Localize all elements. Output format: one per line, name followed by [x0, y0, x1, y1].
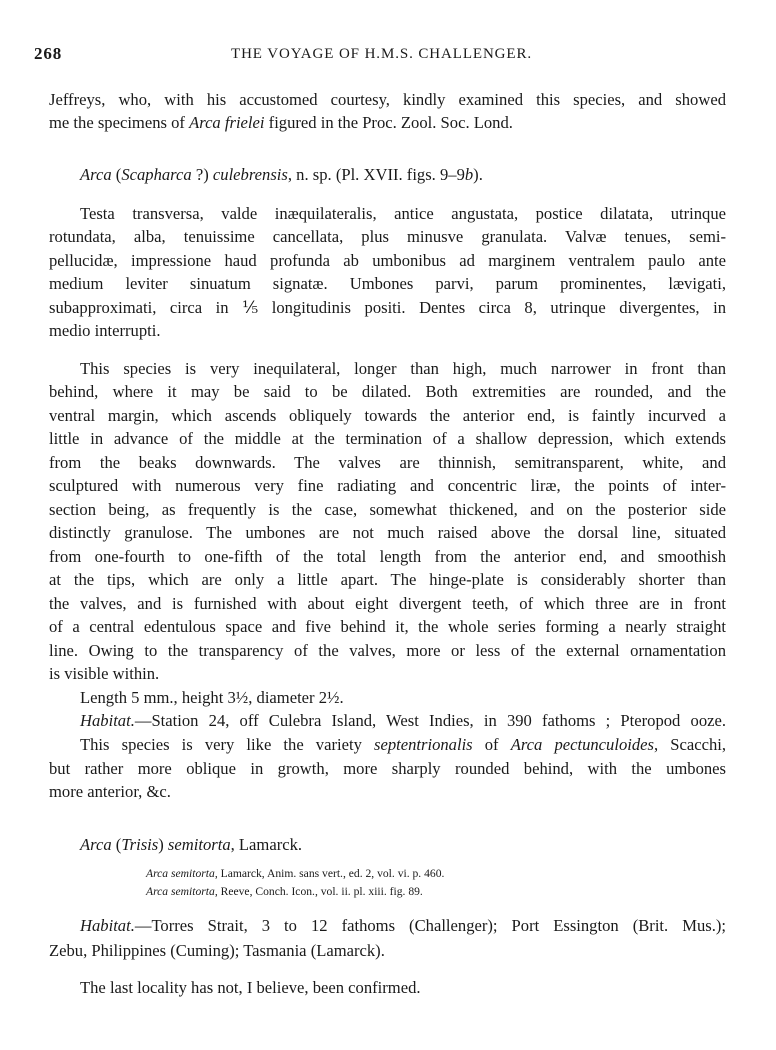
- latin-line: pellucidæ, impressione haud profunda ab umbonibus ad marginem ventralem paulo ante: [49, 251, 726, 270]
- latin-line: subapproximati, circa in ⅕ longitudinis positi. Dentes circa 8, utrinque divergentes, in: [49, 298, 726, 317]
- description-line: distinctly granulose. The umbones are not much raised above the dorsal line, situated: [49, 523, 726, 542]
- intro-line-2: [49, 111, 513, 134]
- description-line: from the beaks downwards. The valves are thinnish, semitransparent, white, and: [49, 453, 726, 472]
- intro-text-end: figured in the Proc. Zool. Soc. Lond.: [264, 113, 513, 132]
- description-line: from one-fourth to one-fifth of the total length from the anterior end, and smoothish: [49, 547, 726, 566]
- habitat-label: Habitat.: [80, 916, 135, 935]
- description-line: of a central edentulous space and five behind it, the whole series forming a nearly straight: [49, 617, 726, 636]
- variety-name: septentrionalis: [374, 735, 473, 754]
- measurements: Length 5 mm., height 3½, diameter 2½.: [80, 688, 344, 707]
- latin-line: medium leviter sinuatum signatæ. Umbones parvi, parum prominentes, lævigati,: [49, 274, 726, 293]
- intro-taxon: Arca frielei: [189, 113, 265, 132]
- comparison-line-3: more anterior, &c.: [49, 782, 171, 801]
- page-number: 268: [34, 44, 63, 63]
- reference-item: Arca semitorta, Reeve, Conch. Icon., vol. ii. pl. xiii. fig. 89.: [146, 885, 423, 898]
- description-line: ventral margin, which ascends obliquely towards the anterior end, is faintly incurved a: [49, 406, 726, 425]
- habitat-text: —Torres Strait, 3 to 12 fathoms (Challenger); Port Essington (Brit. Mus.);: [134, 916, 726, 935]
- genus: Arca: [80, 835, 112, 854]
- heading-rest: , n. sp. (Pl. XVII. figs. 9–9: [287, 165, 465, 184]
- latin-line: Testa transversa, valde inæquilateralis, antice angustata, postice dilatata, utrinque: [80, 204, 726, 223]
- closing-note: The last locality has not, I believe, been confirmed.: [80, 978, 421, 997]
- description-line: section being, as frequently is the case, somewhat thickened, and on the posterior side: [49, 500, 726, 519]
- habitat-text: —Station 24, off Culebra Island, West Indies, in 390 fathoms ; Pteropod ooze.: [134, 711, 726, 730]
- species-heading-2: Arca (Trisis) semitorta, Lamarck.: [80, 835, 303, 854]
- running-title: THE VOYAGE OF H.M.S. CHALLENGER.: [231, 46, 533, 62]
- intro-line-1: Jeffreys, who, with his accustomed courtesy, kindly examined this species, and showed: [49, 90, 726, 109]
- species-epithet: culebrensis: [212, 165, 288, 184]
- habitat-2-line-2: Zebu, Philippines (Cuming); Tasmania (Lamarck).: [49, 941, 385, 960]
- genus: Arca: [80, 165, 112, 184]
- query-mark: ?: [195, 165, 204, 184]
- heading-close: ).: [473, 165, 483, 184]
- description-line: little in advance of the middle at the termination of a shallow depression, which extends: [49, 429, 726, 448]
- description-line: sculptured with numerous very fine radiating and concentric liræ, the points of inter-: [49, 476, 726, 495]
- comparison-line-2: but rather more oblique in growth, more sharply rounded behind, with the umbones: [49, 759, 726, 778]
- description-line: the valves, and is furnished with about eight divergent teeth, of which three are in front: [49, 594, 726, 613]
- habitat-1: [80, 709, 726, 732]
- intro-text: me the specimens of: [49, 113, 190, 132]
- species-heading: Arca (Scapharca ?) culebrensis, n. sp. (Pl. XVII. figs. 9–9b).: [80, 165, 483, 184]
- reference-item: Arca semitorta, Lamarck, Anim. sans vert., ed. 2, vol. vi. p. 460.: [146, 867, 445, 880]
- subgenus: Scapharca: [121, 165, 192, 184]
- description-line: behind, where it may be said to be dilated. Both extremities are rounded, and the: [49, 382, 726, 401]
- subgenus: Trisis: [121, 835, 159, 854]
- description-line: at the tips, which are only a little apart. The hinge-plate is considerably shorter than: [49, 570, 726, 589]
- habitat-label: Habitat.: [80, 711, 135, 730]
- compared-species: Arca pectunculoides: [510, 735, 654, 754]
- fig-letter: b: [464, 165, 474, 184]
- description-line: This species is very inequilateral, longer than high, much narrower in front than: [80, 359, 726, 378]
- latin-line-last: medio interrupti.: [49, 321, 161, 340]
- description-line-last: is visible within.: [49, 664, 160, 683]
- habitat-2-line-1: [80, 914, 726, 937]
- species-epithet: semitorta: [167, 835, 231, 854]
- comparison-line-1: This species is very like the variety septentrionalis of Arca pectunculoides, Scacchi,: [80, 735, 727, 754]
- description-line: line. Owing to the transparency of the valves, more or less of the external ornamentation: [49, 641, 726, 660]
- latin-line: rotundata, alba, tenuissime cancellata, plus minusve granulata. Valvæ tenues, semi-: [49, 227, 726, 246]
- species-author: , Lamarck.: [230, 835, 303, 854]
